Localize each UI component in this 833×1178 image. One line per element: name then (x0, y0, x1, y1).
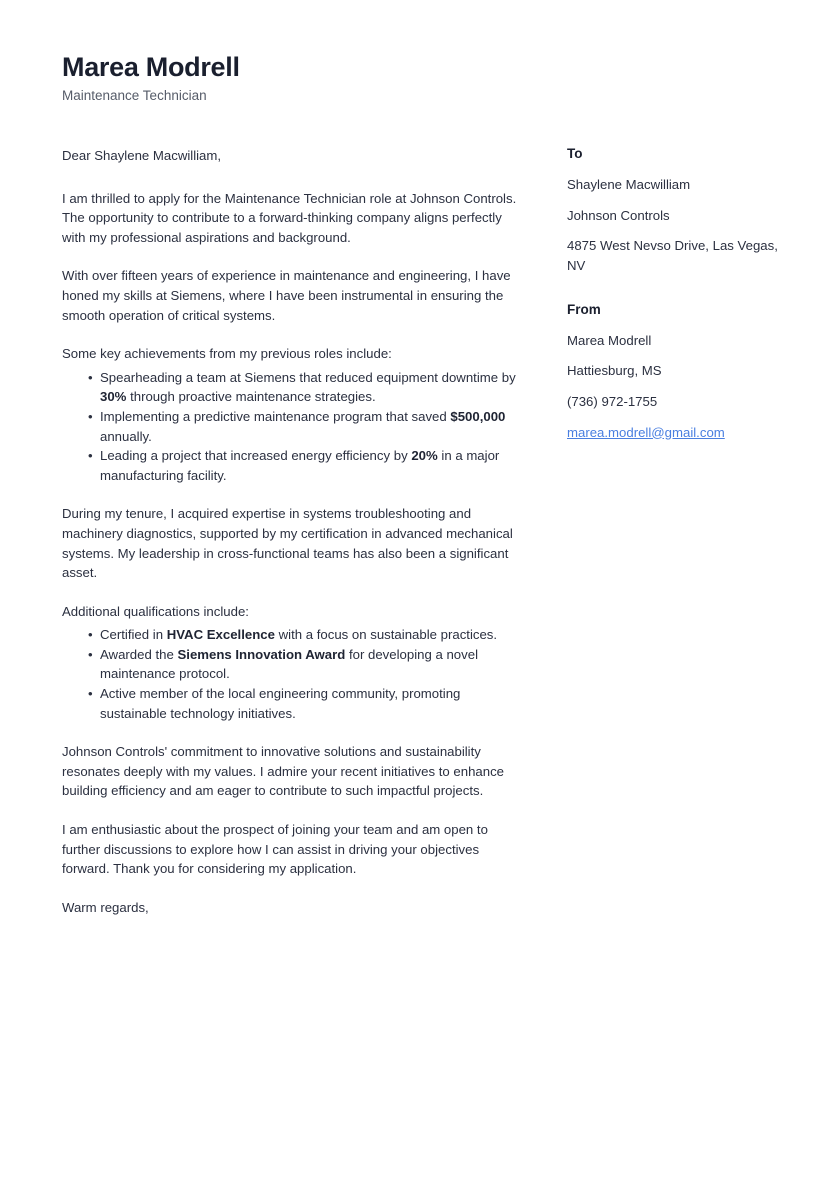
page-title: Marea Modrell (62, 52, 240, 82)
achievements-intro: Some key achievements from my previous roles include: (62, 346, 392, 362)
bullet-text-bold: HVAC Excellence (166, 627, 275, 643)
from-block (567, 302, 789, 443)
bullet-text-before: Spearheading a team at Siemens that reduced equipment downtime by (100, 369, 516, 385)
to-block (567, 146, 789, 276)
qualifications-intro: Additional qualifications include: (62, 603, 249, 619)
paragraph-expertise: During my tenure, I acquired expertise in systems troubleshooting and machinery diagnostics, supported by my certification in advanced mechanical systems. My leadership in cross-functional teams has also been a significant asset. (62, 506, 513, 581)
paragraph-intro: I am thrilled to apply for the Maintenance Technician role at Johnson Controls. The opportunity to contribute to a forward-thinking company aligns perfectly with my professional aspirations and background. (62, 190, 517, 245)
sender-location: Hattiesburg, MS (567, 363, 662, 379)
bullet-text-before: Certified in (100, 627, 167, 643)
achievements-list (62, 368, 521, 486)
bullet-text-bold: Siemens Innovation Award (177, 646, 346, 662)
bullet-text-bold: $500,000 (450, 408, 506, 424)
signoff: Warm regards, (62, 899, 149, 915)
list-item (88, 446, 521, 485)
bullet-text-before: Implementing a predictive maintenance program that saved (100, 408, 451, 424)
bullet-text-after: in a major manufacturing facility. (100, 448, 500, 483)
bullet-text-after: annually. (100, 428, 152, 444)
qualifications-list (62, 625, 521, 723)
contact-sidebar (567, 146, 789, 468)
list-item (88, 645, 521, 684)
recipient-company: Johnson Controls (567, 207, 670, 223)
sender-phone: (736) 972-1755 (567, 393, 658, 409)
bullet-text-before: Leading a project that increased energy efficiency by (100, 448, 412, 464)
paragraph-company-fit: Johnson Controls' commitment to innovative solutions and sustainability resonates deeply with my values. I admire your recent initiatives to enhance building efficiency and am eager to contribute to such impactful projects. (62, 744, 505, 799)
job-title-subtitle: Maintenance Technician (62, 88, 207, 104)
bullet-text-after: with a focus on sustainable practices. (274, 627, 498, 643)
paragraph-closing: I am enthusiastic about the prospect of joining your team and am open to further discussions to explore how I can assist in driving your objectives forward. Thank you for considering my application. (62, 822, 488, 877)
letter-header (62, 52, 762, 105)
bullet-text-bold: 20% (411, 448, 438, 464)
bullet-text-after: through proactive maintenance strategies. (126, 389, 376, 405)
bullet-text-before: Active member of the local engineering community, promoting sustainable technology initiatives. (100, 686, 461, 721)
sender-email-row (567, 423, 789, 443)
recipient-address: 4875 West Nevso Drive, Las Vegas, NV (567, 238, 778, 273)
bullet-text-after: for developing a novel maintenance protocol. (100, 646, 478, 682)
list-item (88, 407, 521, 446)
list-item (88, 684, 521, 723)
recipient-name: Shaylene Macwilliam (567, 177, 691, 193)
to-heading: To (567, 146, 583, 161)
sender-name: Marea Modrell (567, 332, 652, 348)
sender-email-link[interactable]: marea.modrell@gmail.com (567, 424, 725, 440)
paragraph-experience: With over fifteen years of experience in maintenance and engineering, I have honed my skills at Siemens, where I have been instrumental in ensuring the smooth operation of critical systems. (62, 268, 511, 323)
bullet-text-before: Awarded the (100, 646, 178, 662)
list-item (88, 368, 521, 407)
from-heading: From (567, 301, 601, 317)
list-item (88, 625, 521, 645)
letter-body-column (62, 146, 521, 917)
salutation: Dear Shaylene Macwilliam, (62, 148, 222, 163)
bullet-text-bold: 30% (100, 389, 127, 405)
